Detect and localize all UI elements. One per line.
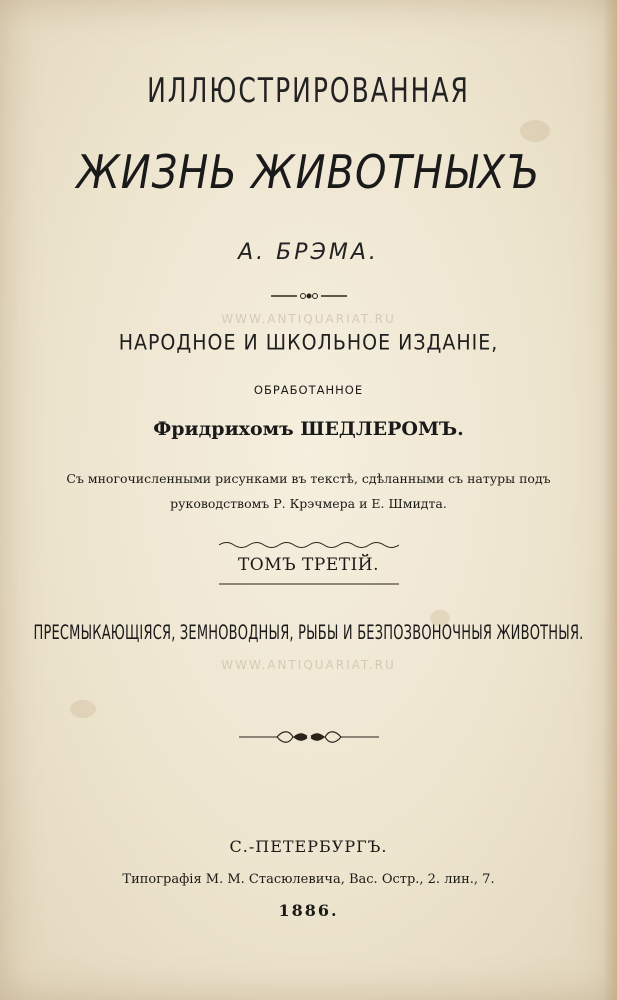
city-line: С.-ПЕТЕРБУРГЪ.	[229, 837, 388, 856]
wavy-rule	[0, 540, 617, 550]
description-line-2: руководствомъ Р. Крэчмера и Е. Шмидта.	[170, 496, 447, 511]
watermark-bottom: WWW.ANTIQUARIAT.RU	[221, 658, 396, 672]
paper-stain	[520, 120, 550, 142]
rule-line-icon	[219, 582, 399, 586]
title-line-1: ИЛЛЮСТРИРОВАННАЯ	[147, 70, 470, 111]
edition-line: НАРОДНОЕ И ШКОЛЬНОЕ ИЗДАНІЕ,	[118, 330, 499, 356]
dash-ornament-icon	[269, 290, 349, 302]
plain-rule	[0, 582, 617, 586]
floral-ornament-icon	[239, 728, 379, 746]
subjects-line: ПРЕСМЫКАЮЩІЯСЯ, ЗЕМНОВОДНЫЯ, РЫБЫ И БЕЗПОЗВОНОЧНЫЯ ЖИВОТНЫЯ.	[33, 622, 584, 645]
wavy-line-icon	[219, 540, 399, 550]
description-line-1: Съ многочисленными рисунками въ текстѣ, сдѣланными съ натуры подъ	[66, 471, 551, 486]
small-ornament	[0, 290, 617, 302]
watermark-top: WWW.ANTIQUARIAT.RU	[221, 312, 396, 326]
paper-stain	[70, 700, 96, 718]
title-line-2: ЖИЗНЬ ЖИВОТНЫХЪ	[76, 146, 541, 200]
large-ornament	[0, 728, 617, 746]
year-line: 1886.	[278, 901, 339, 920]
editor-line: Фридрихомъ ШЕДЛЕРОМЪ.	[153, 418, 464, 440]
processed-by-line: ОБРАБОТАННОЕ	[253, 383, 364, 397]
author-name: А. БРЭМА.	[238, 240, 379, 265]
volume-line: ТОМЪ ТРЕТІЙ.	[237, 555, 380, 575]
press-line: Типографія М. М. Стасюлевича, Вас. Остр., 2. лин., 7.	[122, 872, 495, 887]
